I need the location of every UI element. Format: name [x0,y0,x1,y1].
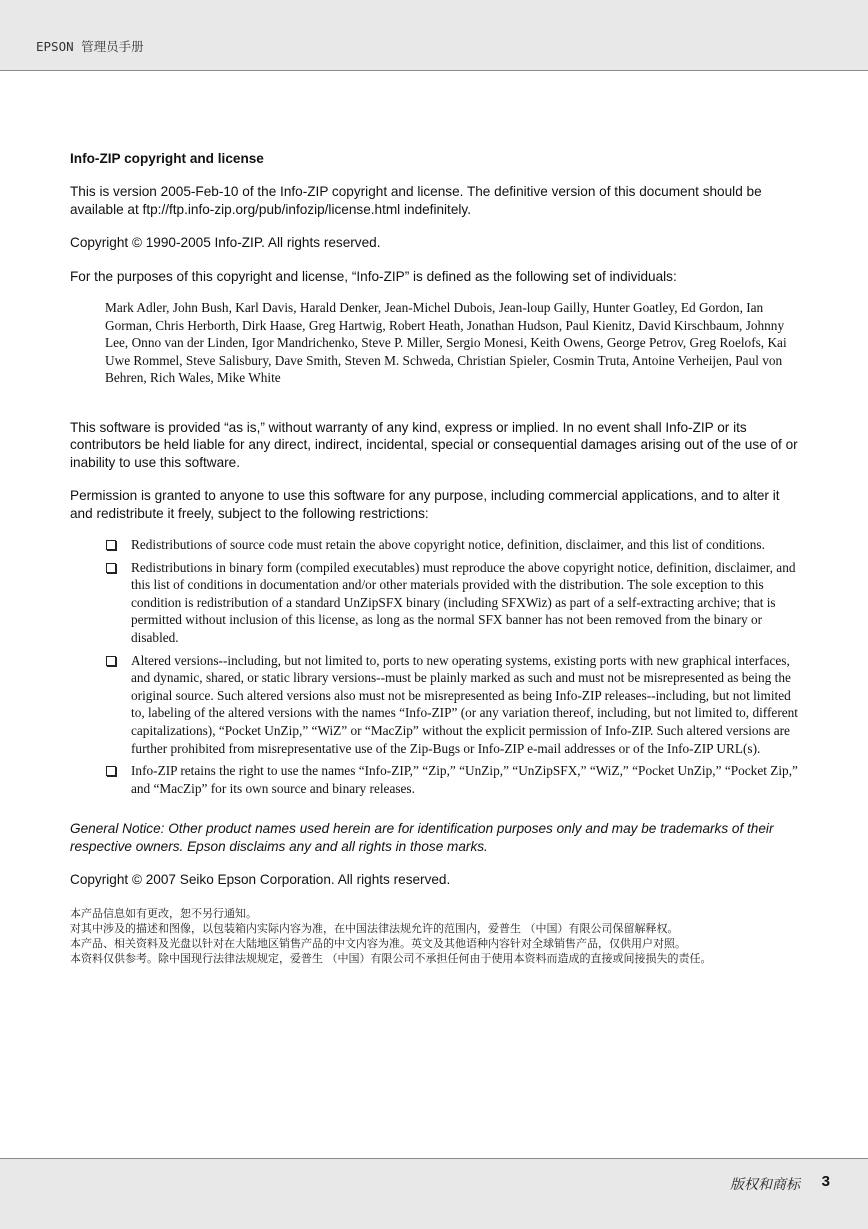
epson-copyright: Copyright © 2007 Seiko Epson Corporation. All rights reserved. [70,872,451,888]
chinese-notice-line: 本产品信息如有更改，恕不另行通知。 [70,906,257,920]
checkbox-bullet-icon [106,540,116,550]
version-paragraph: This is version 2005-Feb-10 of the Info-ZIP copyright and license. The definitive version of this document should be available at ftp://ftp.info-zip.org/pub/infozip/license.html indefinitely. [70,184,762,217]
header-title: EPSON 管理员手册 [36,39,144,54]
checkbox-bullet-icon [106,656,116,666]
general-notice: General Notice: Other product names used herein are for identification purposes only and may be trademarks of their respective owners. Epson disclaims any and all rights in those marks. [70,821,774,854]
page-header [0,0,868,71]
restriction-text: Redistributions in binary form (compiled executables) must reproduce the above copyright notice, definition, disclaimer, and this list of conditions in documentation and/or other materials provided with the distribution. The sole exception to this condition is redistribution of a standard UnZipSFX binary (including SFXWiz) as part of a self-extracting archive; that is permitted without inclusion of this license, as long as the normal SFX banner has not been removed from the binary or disabled. [131,559,796,645]
individuals-list: Mark Adler, John Bush, Karl Davis, Harald Denker, Jean-Michel Dubois, Jean-loup Gailly, Hunter Goatley, Ed Gordon, Ian Gorman, Chris Herborth, Dirk Haase, Greg Hartwig, Robert Heath, Jonathan Hudson, Paul Kienitz, David Kirschbaum, Johnny Lee, Onno van der Linden, Igor Mandrichenko, Steve P. Miller, Sergio Monesi, Keith Owens, George Petrov, Greg Roelofs, Kai Uwe Rommel, Steve Salisbury, Dave Smith, Steven M. Schweda, Christian Spieler, Cosmin Truta, Antoine Verheijen, Paul von Behren, Rich Wales, Mike White [105,300,787,386]
infozip-copyright: Copyright © 1990-2005 Info-ZIP. All rights reserved. [70,235,381,251]
restriction-text: Info-ZIP retains the right to use the names “Info-ZIP,” “Zip,” “UnZip,” “UnZipSFX,” “WiZ,” “Pocket UnZip,” “Pocket Zip,” and “MacZip” for its own source and binary releases. [131,763,798,796]
list-item [70,652,798,758]
restriction-text: Redistributions of source code must retain the above copyright notice, definition, disclaimer, and this list of conditions. [131,537,765,553]
list-item [70,559,798,647]
restrictions-list [70,536,798,797]
individuals-block [105,299,797,387]
page-footer [0,1158,868,1229]
definition-paragraph: For the purposes of this copyright and license, “Info-ZIP” is defined as the following set of individuals: [70,268,677,284]
list-item [70,762,798,797]
chinese-notice-line: 对其中涉及的描述和图像，以包装箱内实际内容为准，在中国法律法规允许的范围内，爱普生 （中国）有限公司保留解释权。 [70,921,679,935]
footer-section-title: 版权和商标 [730,1177,800,1193]
page-number: 3 [821,1173,830,1190]
checkbox-bullet-icon [106,766,116,776]
chinese-notice-line: 本产品、相关资料及光盘以针对在大陆地区销售产品的中文内容为准。英文及其他语种内容针对全球销售产品，仅供用户对照。 [70,936,686,950]
document-body [70,150,798,966]
restriction-text: Altered versions--including, but not limited to, ports to new operating systems, existing ports with new graphical interfaces, and dynamic, shared, or static library versions--must be plainly marked as such and must not be misrepresented as being the original source. Such altered versions also must not be misrepresented as being Info-ZIP releases--including, but not limited to, labeling of the altered versions with the names “Info-ZIP” (or any variation thereof, including, but not limited to, different capitalizations), “Pocket UnZip,” “WiZ” or “MacZip” without the explicit permission of Info-ZIP. Such altered versions are further prohibited from misrepresentative use of the Zip-Bugs or Info-ZIP e-mail addresses or of the Info-ZIP URL(s). [131,652,798,756]
chinese-notices [70,906,798,967]
chinese-notice-line: 本资料仅供参考。除中国现行法律法规规定，爱普生 （中国）有限公司不承担任何由于使用本资料而造成的直接或间接损失的责任。 [70,952,712,966]
warranty-disclaimer: This software is provided “as is,” without warranty of any kind, express or implied. In no event shall Info-ZIP or its contributors be held liable for any direct, indirect, incidental, special or consequential damages arising out of the use of or inability to use this software. [70,420,798,470]
list-item [70,536,798,554]
permission-paragraph: Permission is granted to anyone to use this software for any purpose, including commercial applications, and to alter it and redistribute it freely, subject to the following restrictions: [70,488,780,521]
checkbox-bullet-icon [106,563,116,573]
section-heading: Info-ZIP copyright and license [70,151,264,166]
